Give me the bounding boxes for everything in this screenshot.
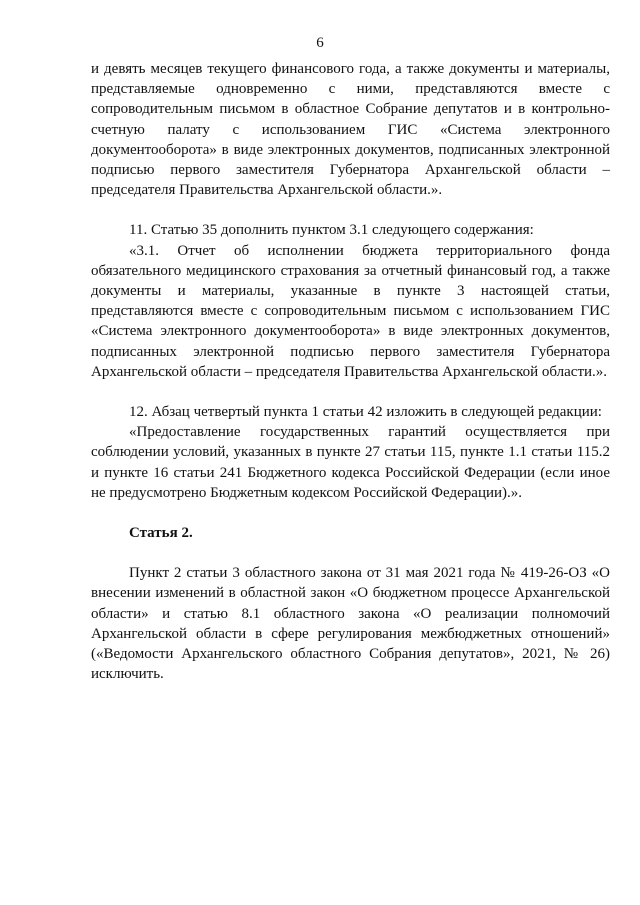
paragraph-item-11: 11. Статью 35 дополнить пунктом 3.1 следующего содержания:: [129, 222, 534, 239]
paragraph-item-12: 12. Абзац четвертый пункта 1 статьи 42 изложить в следующей редакции:: [129, 404, 602, 421]
paragraph-gap: [91, 382, 610, 402]
page-number: 6: [316, 35, 324, 51]
paragraph-item-3-1: «3.1. Отчет об исполнении бюджета территориального фонда обязательного медицинского страхования за отчетный финансовый год, а также документы и материалы, указанные в пункте 3 настоящей статьи, представляются вместе с сопроводительным письмом с использованием ГИС «Система электронного документооборота» в виде электронных документов, подписанных электронной подписью первого заместителя Губернатора Архангельской области – председателя Правительства Архангельской области.».: [91, 242, 610, 380]
article-heading: Статья 2.: [129, 525, 193, 542]
paragraph-continuation: и девять месяцев текущего финансового года, а также документы и материалы, представляемые одновременно с ними, представляются вместе с сопроводительным письмом в областное Собрание депутатов и в контрольно-счетную палату с использованием ГИС «Система электронного документооборота» в виде электронных документов, подписанных электронной подписью первого заместителя Губернатора Архангельской области – председателя Правительства Архангельской области.».: [91, 61, 610, 199]
paragraph-gap: [91, 503, 610, 523]
paragraph-article-2: Пункт 2 статьи 3 областного закона от 31 мая 2021 года № 419-26-ОЗ «О внесении изменений в областной закон «О бюджетном процессе Архангельской области» и статью 8.1 областного закона «О реализации полномочий Архангельской области в сфере регулирования межбюджетных отношений» («Ведомости Архангельского областного Собрания депутатов», 2021, № 26) исключить.: [91, 565, 610, 683]
document-body: [91, 59, 610, 684]
paragraph-gap: [91, 543, 610, 563]
paragraph-gap: [91, 200, 610, 220]
paragraph-guarantees: «Предоставление государственных гарантий осуществляется при соблюдении условий, указанных в пункте 27 статьи 115, пункте 1.1 статьи 115.2 и пункте 16 статьи 241 Бюджетного кодекса Российской Федерации (если иное не предусмотрено Бюджетным кодексом Российской Федерации).».: [91, 424, 610, 501]
